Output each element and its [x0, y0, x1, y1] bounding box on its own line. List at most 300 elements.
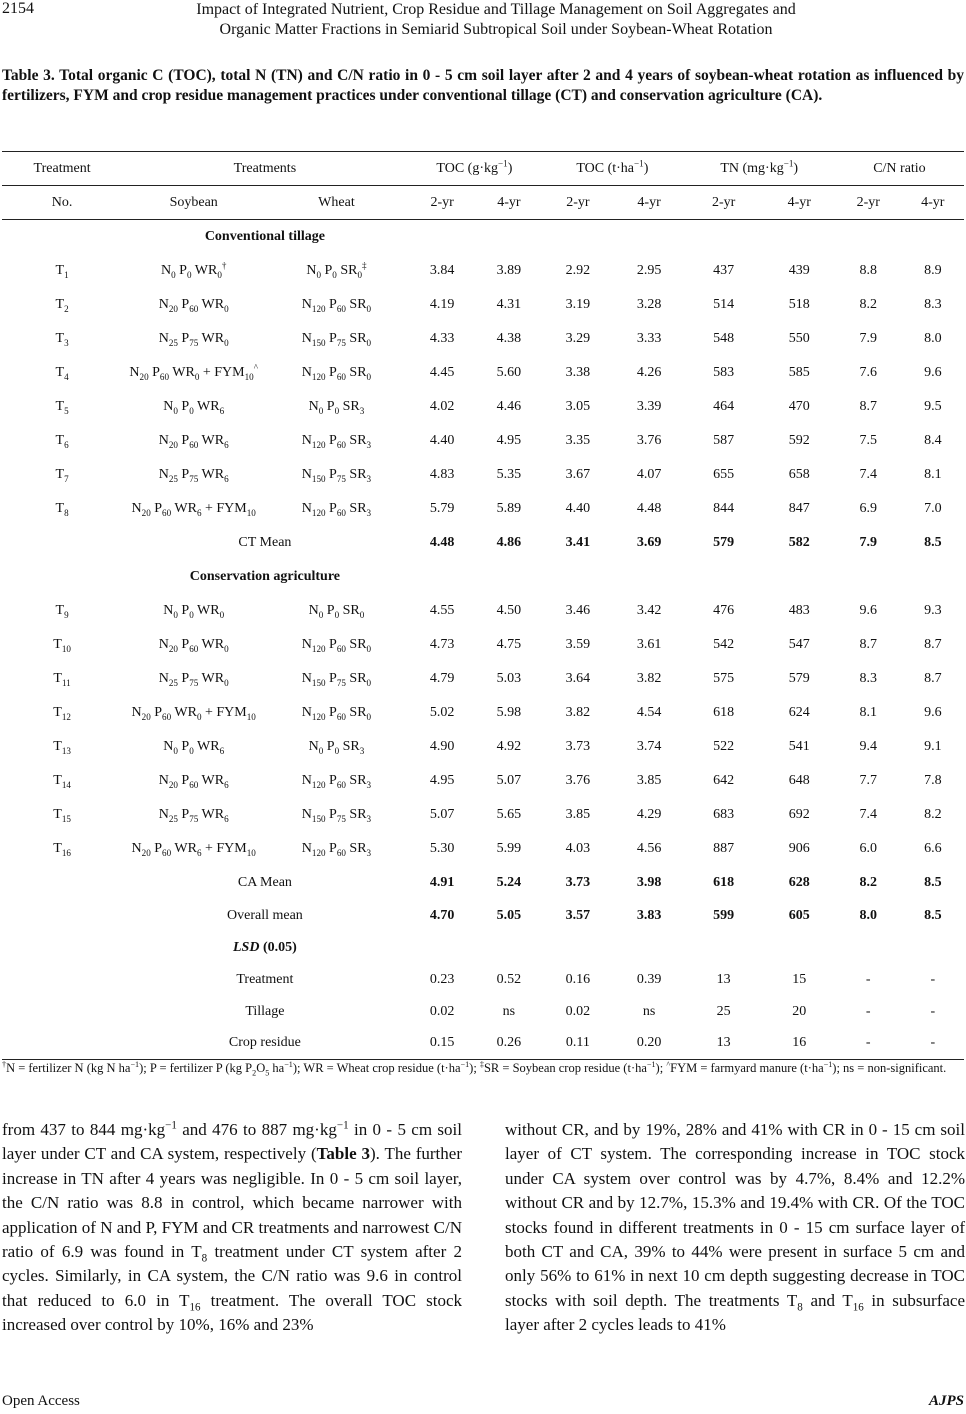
table-value: 887	[713, 840, 735, 856]
table-cell	[477, 932, 542, 964]
treatment-description: $N_{120}$ $P_{60}$ $SR_3$	[301, 840, 372, 858]
ct-mean-row	[2, 526, 964, 560]
table-value: 5.07	[496, 772, 522, 788]
table-value: 5.99	[496, 840, 522, 856]
table-value: 4.19	[429, 296, 455, 312]
table-value: 3.61	[636, 636, 662, 652]
table-cell	[764, 220, 835, 254]
lsd-value: 0.16	[565, 971, 591, 987]
treatment-description: $N_{120}$ $P_{60}$ $SR_0$	[301, 636, 372, 654]
table-value: 4.03	[565, 840, 591, 856]
table-value: 8.7	[924, 636, 942, 652]
table-caption: Table 3. Total organic C (TOC), total N (TN) and C/N ratio in 0 - 5 cm soil layer after 2 and 4 years of soybean-wheat rotation as influenced by fertilizers, FYM and crop residue management practices under conventional tillage (CT) and conservation agriculture (CA).	[2, 67, 964, 104]
table-value: 522	[713, 738, 735, 754]
treatment-description: $N_{20}$ $P_{60}$ $WR_6 + FYM_{10}$	[131, 500, 256, 518]
table-value: 3.74	[636, 738, 662, 754]
table-value: 7.5	[859, 432, 877, 448]
treatment-number: $T_{11}$	[53, 670, 71, 688]
table-value: 847	[788, 500, 810, 516]
table-value: 3.76	[565, 772, 591, 788]
table-value: 5.07	[429, 806, 455, 822]
table-value: 8.9	[924, 262, 942, 278]
table-value: 2.92	[565, 262, 591, 278]
lsd-value: 0.39	[636, 971, 662, 987]
column-subheader: Wheat	[318, 194, 355, 210]
table-value: 3.85	[565, 806, 591, 822]
table-value: 8.3	[924, 296, 942, 312]
table-value: 4.90	[429, 738, 455, 754]
table-value: 9.6	[859, 602, 877, 618]
table-row	[2, 458, 964, 492]
table-value: 3.28	[636, 296, 662, 312]
lsd-row	[2, 964, 964, 996]
table-value: 4.38	[496, 330, 522, 346]
table-value: 4.54	[636, 704, 662, 720]
table-value: 483	[788, 602, 810, 618]
table-value: 4.31	[496, 296, 522, 312]
table-row	[2, 492, 964, 526]
treatment-description: $N_{20}$ $P_{60}$ $WR_6 + FYM_{10}$	[131, 840, 256, 858]
table-value: 3.38	[565, 364, 591, 380]
table-value: 9.5	[924, 398, 942, 414]
lsd-label: Crop residue	[228, 1035, 301, 1051]
table-value: 7.8	[924, 772, 942, 788]
lsd-value: 0.23	[429, 971, 455, 987]
table-value: 8.7	[859, 636, 877, 652]
table-cell	[541, 220, 614, 254]
column-subheader: 4-yr	[497, 194, 521, 210]
table-value: 3.33	[636, 330, 662, 346]
lsd-value: -	[930, 1003, 936, 1019]
treatment-description: $N_{120}$ $P_{60}$ $SR_0$	[301, 364, 372, 382]
column-subheader: 4-yr	[921, 194, 945, 210]
column-header: TN $(mg\cdot kg^{-1})$	[720, 157, 799, 176]
table-value: 7.7	[859, 772, 877, 788]
table-cell	[2, 900, 122, 932]
treatment-number: $T_7$	[55, 466, 69, 484]
lsd-value: -	[865, 971, 871, 987]
table-value: 437	[713, 262, 735, 278]
table-row	[2, 628, 964, 662]
mean-value: 3.98	[636, 874, 662, 890]
table-value: 8.7	[924, 670, 942, 686]
table-value: 3.35	[565, 432, 591, 448]
table-value: 3.89	[496, 262, 522, 278]
table-value: 4.45	[429, 364, 455, 380]
table-value: 618	[713, 704, 735, 720]
running-title-line1: Impact of Integrated Nutrient, Crop Residue and Tillage Management on Soil Aggregates and	[196, 1, 796, 18]
table-value: 7.4	[859, 466, 877, 482]
table-cell	[2, 964, 122, 996]
treatment-description: $N_{120}$ $P_{60}$ $SR_0$	[301, 704, 372, 722]
table-cell	[902, 220, 964, 254]
treatment-description: $N_{120}$ $P_{60}$ $SR_3$	[301, 772, 372, 790]
lsd-row	[2, 996, 964, 1028]
treatment-number: $T_9$	[55, 602, 69, 620]
table-value: 5.89	[496, 500, 522, 516]
table-value: 4.79	[429, 670, 455, 686]
mean-value: 8.5	[924, 907, 942, 923]
treatment-number: $T_8$	[55, 500, 69, 518]
table-cell	[835, 932, 902, 964]
treatment-description: $N_{20}$ $P_{60}$ $WR_0 + FYM_{10}^{\^{}}$	[129, 361, 258, 382]
table-value: 3.82	[636, 670, 662, 686]
treatment-description: $N_0$ $P_0$ $WR_0^\dagger$	[160, 259, 227, 280]
lsd-value: 13	[716, 971, 731, 987]
treatment-description: $N_0$ $P_0$ $SR_0$	[308, 602, 365, 620]
table-value: 9.3	[924, 602, 942, 618]
lsd-row	[2, 1028, 964, 1060]
lsd-value: 0.20	[636, 1035, 662, 1051]
lsd-heading: LSD (0.05)	[233, 939, 297, 955]
table-value: 4.95	[496, 432, 522, 448]
table-value: 5.30	[429, 840, 455, 856]
table-value: 550	[788, 330, 810, 346]
table-value: 3.85	[636, 772, 662, 788]
treatment-description: $N_{120}$ $P_{60}$ $SR_3$	[301, 432, 372, 450]
table-value: 464	[713, 398, 735, 414]
table-value: 844	[713, 500, 735, 516]
table-value: 8.0	[924, 330, 942, 346]
lsd-value: -	[865, 1035, 871, 1051]
table-cell	[2, 526, 122, 560]
table-value: 683	[713, 806, 735, 822]
mean-value: 3.57	[565, 907, 591, 923]
table-value: 547	[788, 636, 810, 652]
lsd-value: 0.11	[565, 1035, 590, 1051]
table-value: 4.92	[496, 738, 522, 754]
table-cell	[615, 932, 684, 964]
table-cell	[2, 560, 122, 594]
lsd-value: -	[930, 971, 936, 987]
table-value: 4.95	[429, 772, 455, 788]
section-heading: Conventional tillage	[204, 228, 325, 244]
table-value: 8.1	[924, 466, 942, 482]
treatment-number: $T_2$	[55, 296, 69, 314]
lsd-value: 0.02	[565, 1003, 591, 1019]
table-cell	[835, 220, 902, 254]
mean-value: 5.05	[496, 907, 522, 923]
table-value: 4.40	[429, 432, 455, 448]
table-value: 542	[713, 636, 735, 652]
mean-value: 7.9	[859, 534, 877, 550]
treatment-number: $T_{15}$	[53, 806, 71, 824]
mean-value: 4.48	[429, 534, 455, 550]
treatment-description: $N_{150}$ $P_{75}$ $SR_3$	[301, 466, 372, 484]
table-value: 5.03	[496, 670, 522, 686]
table-value: 3.29	[565, 330, 591, 346]
table-value: 5.65	[496, 806, 522, 822]
table-value: 439	[788, 262, 810, 278]
lsd-value: 0.52	[496, 971, 522, 987]
table-value: 3.67	[565, 466, 591, 482]
table-cell	[477, 560, 542, 594]
footer-journal: AJPS	[928, 1393, 964, 1409]
table-value: 9.4	[859, 738, 877, 754]
mean-value: 582	[788, 534, 810, 550]
table-cell	[764, 932, 835, 964]
table-value: 3.59	[565, 636, 591, 652]
mean-value: 605	[788, 907, 810, 923]
lsd-value: 25	[716, 1003, 731, 1019]
treatment-number: $T_5$	[55, 398, 69, 416]
treatment-number: $T_3$	[55, 330, 69, 348]
lsd-value: 0.26	[496, 1035, 522, 1051]
table-value: 4.48	[636, 500, 662, 516]
body-text-left: from 437 to 844 $mg\cdot kg^{-1}$ and 476 to 887 $mg\cdot kg^{-1}$ in 0 - 5 cm soil layer under CT and CA system, respectively (Table 3). The further increase in TN after 4 years was negligible. In 0 - 5 cm soil layer, the C/N ratio was 8.8 in control, which became narrower with application of N and P, FYM and CR treatments and narrowest C/N ratio of 6.9 was found in $T_8$ treatment under CT system after 2 cycles. Similarly, in CA system, the C/N ratio was 9.6 in control that reduced to 6.0 in $T_{16}$ treatment. The overall TOC stock increased over control by 10%, 16% and 23%	[2, 1119, 463, 1335]
treatment-number: $T_{16}$	[53, 840, 71, 858]
table-cell	[541, 560, 614, 594]
treatment-description: $N_{25}$ $P_{75}$ $WR_0$	[158, 330, 229, 348]
table-value: 3.19	[565, 296, 591, 312]
table-value: 2.95	[636, 262, 662, 278]
table-value: 476	[713, 602, 735, 618]
table-cell	[477, 220, 542, 254]
table-value: 8.8	[859, 262, 877, 278]
table-section-row	[2, 560, 964, 594]
table-value: 8.2	[859, 296, 877, 312]
treatment-description: $N_{25}$ $P_{75}$ $WR_6$	[158, 806, 229, 824]
table-value: 5.60	[496, 364, 522, 380]
treatment-number: $T_4$	[55, 364, 69, 382]
table-row	[2, 424, 964, 458]
table-value: 4.07	[636, 466, 662, 482]
treatment-description: $N_{20}$ $P_{60}$ $WR_6$	[158, 772, 229, 790]
table-value: 3.46	[565, 602, 591, 618]
column-subheader: 2-yr	[711, 194, 736, 210]
mean-value: 579	[713, 534, 735, 550]
treatment-description: $N_{20}$ $P_{60}$ $WR_0$	[158, 296, 229, 314]
mean-value: 618	[713, 874, 735, 890]
table-footnote: †N = fertilizer N (kg N $ha^{-1}$); P = fertilizer P (kg $P_2O_5$ $ha^{-1}$); WR = Wheat crop residue $(t\cdot ha^{-1})$; ‡SR = Soybean crop residue $(t\cdot ha^{-1})$; ^FYM = farmyard manure $(t\cdot ha^{-1})$; ns = non-significant.	[2, 1059, 947, 1078]
table-cell	[2, 1028, 122, 1060]
treatment-description: $N_{150}$ $P_{75}$ $SR_0$	[301, 670, 372, 688]
table-cell	[2, 932, 122, 964]
treatment-description: $N_{150}$ $P_{75}$ $SR_0$	[301, 330, 372, 348]
table-cell	[835, 560, 902, 594]
column-subheader: 2-yr	[856, 194, 880, 210]
treatment-description: $N_0$ $P_0$ $WR_0$	[163, 602, 225, 620]
running-title	[146, 0, 846, 40]
table-value: 4.50	[496, 602, 522, 618]
lsd-value: 20	[792, 1003, 807, 1019]
table-value: 4.55	[429, 602, 455, 618]
table-value: 548	[713, 330, 735, 346]
table-value: 4.26	[636, 364, 662, 380]
table-value: 541	[788, 738, 810, 754]
column-header: TOC $(t\cdot ha^{-1})$	[576, 157, 649, 176]
table-value: 592	[788, 432, 810, 448]
treatment-number: $T_{12}$	[53, 704, 71, 722]
table-cell	[2, 996, 122, 1028]
table-value: 579	[788, 670, 810, 686]
lsd-value: 0.15	[429, 1035, 455, 1051]
column-subheader: 2-yr	[566, 194, 590, 210]
mean-value: 4.70	[429, 907, 455, 923]
treatment-description: $N_{20}$ $P_{60}$ $WR_0$	[158, 636, 229, 654]
running-title-line2: Organic Matter Fractions in Semiarid Subtropical Soil under Soybean-Wheat Rotation	[219, 21, 773, 38]
ca-mean-row	[2, 866, 964, 900]
mean-value: 8.0	[859, 907, 877, 923]
table-row	[2, 764, 964, 798]
treatment-number: $T_{14}$	[53, 772, 71, 790]
lsd-value: ns	[642, 1003, 656, 1019]
table-row	[2, 662, 964, 696]
table-value: 9.6	[924, 704, 942, 720]
mean-value: 5.24	[496, 874, 522, 890]
table-value: 8.7	[859, 398, 877, 414]
mean-label: CA Mean	[237, 874, 292, 890]
lsd-value: ns	[502, 1003, 516, 1019]
column-header: Treatment	[33, 160, 91, 176]
page-number: 2154	[2, 0, 34, 17]
results-table	[2, 151, 964, 1060]
mean-label: CT Mean	[238, 534, 292, 550]
treatment-description: $N_0$ $P_0$ $SR_0^\ddagger$	[306, 259, 367, 280]
table-cell	[684, 560, 764, 594]
table-value: 4.75	[496, 636, 522, 652]
table-value: 8.1	[859, 704, 877, 720]
mean-value: 8.5	[924, 874, 942, 890]
table-row	[2, 832, 964, 866]
table-value: 7.6	[859, 364, 877, 380]
table-value: 4.40	[565, 500, 591, 516]
table-value: 7.9	[859, 330, 877, 346]
treatment-number: $T_{10}$	[53, 636, 71, 654]
mean-label: Overall mean	[227, 907, 303, 923]
table-value: 6.0	[859, 840, 877, 856]
treatment-number: $T_6$	[55, 432, 69, 450]
table-value: 3.84	[429, 262, 455, 278]
table-cell	[2, 866, 122, 900]
table-value: 3.73	[565, 738, 591, 754]
mean-value: 4.86	[496, 534, 522, 550]
table-row	[2, 390, 964, 424]
treatment-description: $N_{150}$ $P_{75}$ $SR_3$	[301, 806, 372, 824]
column-subheader: 2-yr	[430, 194, 454, 210]
table-value: 648	[788, 772, 810, 788]
table-value: 3.82	[565, 704, 591, 720]
table-row	[2, 798, 964, 832]
lsd-heading-row	[2, 932, 964, 964]
table-value: 5.35	[496, 466, 522, 482]
table-value: 658	[788, 466, 810, 482]
table-section-row	[2, 220, 964, 254]
table-row	[2, 594, 964, 628]
table-row	[2, 730, 964, 764]
table-header-row	[2, 152, 964, 186]
mean-value: 599	[713, 907, 735, 923]
treatment-description: $N_0$ $P_0$ $WR_6$	[163, 738, 225, 756]
table-value: 7.4	[859, 806, 877, 822]
mean-value: 3.83	[636, 907, 662, 923]
column-subheader: 4-yr	[787, 194, 811, 210]
mean-value: 3.73	[565, 874, 591, 890]
table-row	[2, 696, 964, 730]
table-value: 585	[788, 364, 810, 380]
table-value: 9.1	[924, 738, 942, 754]
table-value: 624	[788, 704, 810, 720]
table-value: 4.56	[636, 840, 662, 856]
mean-value: 628	[788, 874, 810, 890]
lsd-value: 13	[716, 1035, 731, 1051]
treatment-description: $N_0$ $P_0$ $SR_3$	[308, 738, 365, 756]
table-cell	[408, 220, 477, 254]
treatment-description: $N_{25}$ $P_{75}$ $WR_0$	[158, 670, 229, 688]
table-value: 6.6	[924, 840, 942, 856]
table-cell	[541, 932, 614, 964]
table-cell	[2, 220, 122, 254]
table-row	[2, 322, 964, 356]
table-value: 587	[713, 432, 735, 448]
footer-open-access: Open Access	[2, 1393, 80, 1409]
table-value: 8.4	[924, 432, 942, 448]
lsd-value: -	[865, 1003, 871, 1019]
table-row	[2, 254, 964, 288]
lsd-value: 15	[792, 971, 807, 987]
treatment-description: $N_{20}$ $P_{60}$ $WR_0 + FYM_{10}$	[131, 704, 256, 722]
column-subheader: 4-yr	[637, 194, 661, 210]
column-header: C/N ratio	[873, 160, 926, 176]
table-value: 3.05	[565, 398, 591, 414]
treatment-description: $N_{120}$ $P_{60}$ $SR_3$	[301, 500, 372, 518]
table-cell	[764, 560, 835, 594]
table-value: 6.9	[859, 500, 877, 516]
table-row	[2, 288, 964, 322]
table-value: 655	[713, 466, 735, 482]
mean-value: 3.69	[636, 534, 662, 550]
mean-value: 8.2	[859, 874, 877, 890]
treatment-description: $N_0$ $P_0$ $SR_3$	[308, 398, 365, 416]
table-value: 4.46	[496, 398, 522, 414]
table-value: 4.83	[429, 466, 455, 482]
table-value: 3.42	[636, 602, 662, 618]
table-value: 642	[713, 772, 735, 788]
column-subheader: Soybean	[169, 194, 218, 210]
table-row	[2, 356, 964, 390]
table-value: 7.0	[924, 500, 942, 516]
table-value: 5.79	[429, 500, 455, 516]
mean-value: 4.91	[429, 874, 455, 890]
lsd-value: 16	[792, 1035, 807, 1051]
table-value: 3.39	[636, 398, 662, 414]
lsd-label: Tillage	[245, 1003, 285, 1019]
section-heading: Conservation agriculture	[189, 568, 341, 584]
mean-value: 3.41	[565, 534, 591, 550]
table-value: 5.98	[496, 704, 522, 720]
treatment-number: $T_1$	[55, 262, 69, 280]
table-value: 8.3	[859, 670, 877, 686]
treatment-description: $N_{25}$ $P_{75}$ $WR_6$	[158, 466, 229, 484]
treatment-number: $T_{13}$	[53, 738, 71, 756]
column-header: Treatments	[233, 160, 297, 176]
table-value: 4.29	[636, 806, 662, 822]
lsd-label: Treatment	[236, 971, 294, 987]
table-cell	[408, 932, 477, 964]
table-value: 514	[713, 296, 735, 312]
table-value: 518	[788, 296, 810, 312]
table-cell	[684, 932, 764, 964]
body-text-right: without CR, and by 19%, 28% and 41% with CR in 0 - 15 cm soil layer of CT system. The corresponding increase in TOC stock under CA system over control was by 4.7%, 8.4% and 12.2% without CR and by 12.7%, 15.3% and 19.4% with CR. Of the TOC stocks found in different treatments in 0 - 15 cm surface layer of both CT and CA, 39% to 44% were present in surface 5 cm and only 56% to 61% in next 10 cm depth suggesting decrease in TOC stocks with soil depth. The treatments $T_8$ and $T_{16}$ in subsurface layer after 2 cycles leads to 41%	[505, 1120, 965, 1335]
table-cell	[615, 220, 684, 254]
treatment-description: $N_{20}$ $P_{60}$ $WR_6$	[158, 432, 229, 450]
lsd-value: 0.02	[429, 1003, 455, 1019]
table-value: 4.33	[429, 330, 455, 346]
treatment-description: $N_{120}$ $P_{60}$ $SR_0$	[301, 296, 372, 314]
table-value: 906	[788, 840, 810, 856]
table-value: 4.02	[429, 398, 455, 414]
table-value: 575	[713, 670, 735, 686]
